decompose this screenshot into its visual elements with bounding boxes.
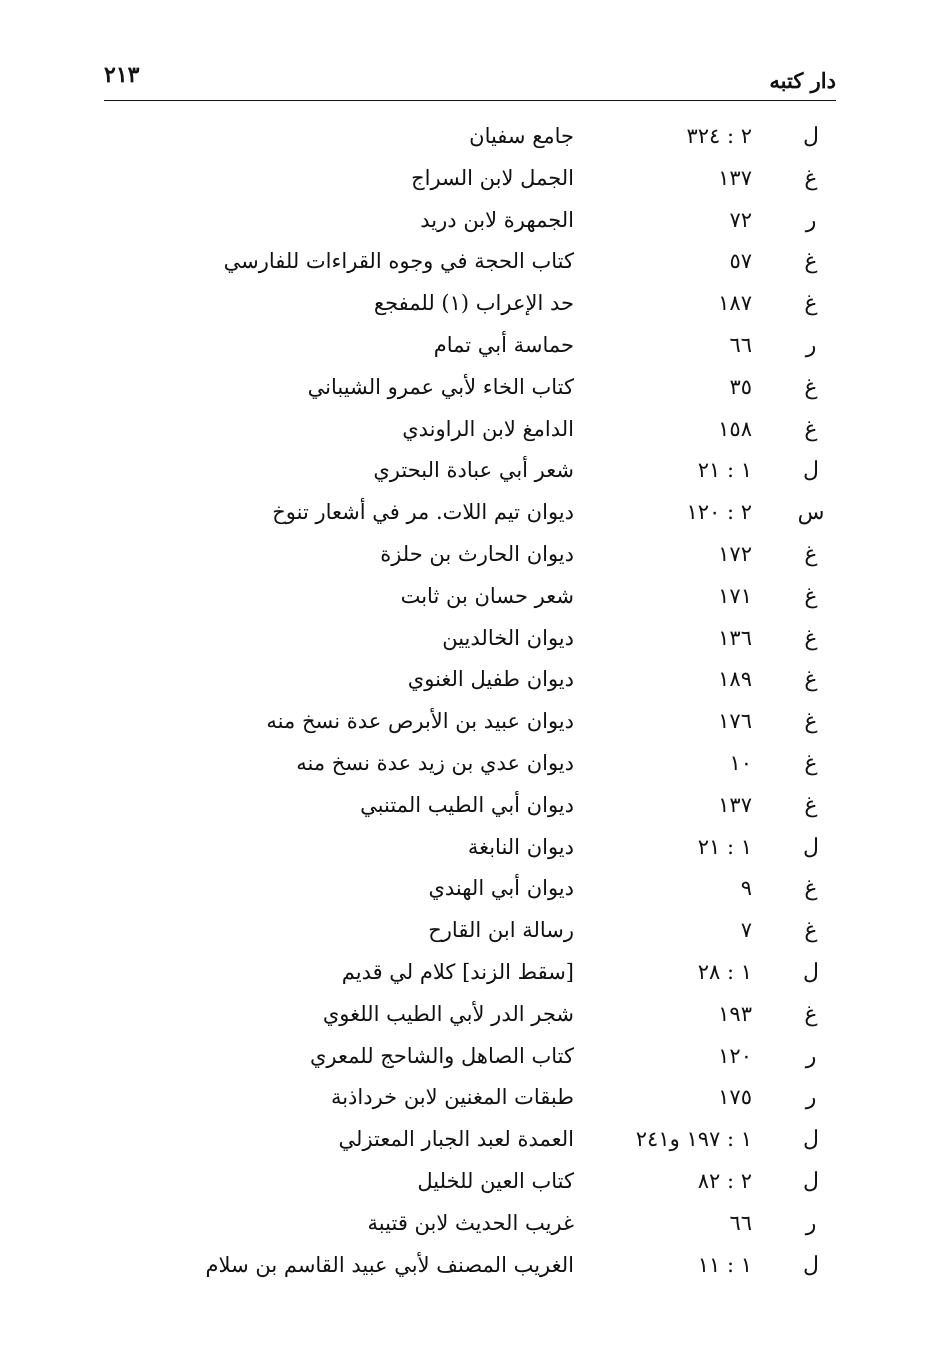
- book-entry: [104, 705, 836, 747]
- reference-number: ٥٧: [729, 249, 752, 274]
- book-entry: [104, 538, 836, 580]
- book-title: العمدة لعبد الجبار المعتزلي: [338, 1127, 574, 1152]
- book-entry: [104, 747, 836, 789]
- book-list: [104, 120, 836, 1290]
- reference-number: ١٧٥: [718, 1085, 752, 1110]
- source-code: غ: [804, 541, 818, 567]
- book-title: حد الإعراب (١) للمفجع: [373, 291, 574, 316]
- book-title: ديوان عدي بن زيد عدة نسخ منه: [296, 750, 574, 775]
- source-code: غ: [804, 750, 818, 776]
- book-entry: [104, 329, 836, 371]
- source-code: ر: [805, 332, 817, 358]
- book-title: ديوان أبي الهندي: [428, 876, 574, 901]
- book-entry: [104, 914, 836, 956]
- source-code: ل: [803, 834, 819, 860]
- source-code: س: [797, 500, 825, 526]
- source-code: ر: [805, 1043, 817, 1069]
- book-title: ديوان أبي الطيب المتنبي: [360, 792, 574, 817]
- book-title: ديوان الحارث بن حلزة: [380, 541, 574, 566]
- book-title: [سقط الزند] كلام لي قديم: [341, 959, 574, 984]
- book-entry: [104, 120, 836, 162]
- book-entry: [104, 1249, 836, 1291]
- source-code: غ: [804, 918, 818, 944]
- book-entry: [104, 496, 836, 538]
- reference-number: ٦٦: [729, 332, 752, 357]
- book-title: طبقات المغنين لابن خرداذبة: [330, 1085, 574, 1110]
- book-title: ديوان عبيد بن الأبرص عدة نسخ منه: [266, 709, 574, 734]
- book-title: ديوان النابغة: [467, 834, 574, 859]
- book-entry: [104, 663, 836, 705]
- source-code: ل: [803, 1252, 819, 1278]
- book-title: شجر الدر لأبي الطيب اللغوي: [322, 1001, 574, 1026]
- source-code: ر: [805, 1085, 817, 1111]
- running-title: دار كتبه: [769, 68, 836, 93]
- book-entry: [104, 1165, 836, 1207]
- reference-number: ١ : ١٩٧ و٢٤١: [635, 1127, 752, 1152]
- reference-number: ٣٥: [729, 374, 752, 399]
- reference-number: ١ : ١١: [697, 1252, 752, 1277]
- reference-number: ١٧١: [718, 583, 752, 608]
- book-entry: [104, 162, 836, 204]
- book-entry: [104, 1123, 836, 1165]
- book-entry: [104, 204, 836, 246]
- source-code: ر: [805, 1210, 817, 1236]
- book-entry: [104, 1040, 836, 1082]
- book-title: الغريب المصنف لأبي عبيد القاسم بن سلام: [205, 1252, 574, 1277]
- book-entry: [104, 831, 836, 873]
- source-code: ل: [803, 959, 819, 985]
- reference-number: ٦٦: [729, 1210, 752, 1235]
- page-header: [104, 62, 836, 101]
- reference-number: ١٠: [729, 750, 752, 775]
- source-code: غ: [804, 374, 818, 400]
- source-code: ل: [803, 1127, 819, 1153]
- book-entry: [104, 998, 836, 1040]
- book-entry: [104, 956, 836, 998]
- book-entry: [104, 580, 836, 622]
- reference-number: ١٣٧: [718, 792, 752, 817]
- reference-number: ٢ : ٨٢: [697, 1168, 752, 1193]
- reference-number: ١ : ٢١: [697, 834, 752, 859]
- book-entry: [104, 872, 836, 914]
- reference-number: ١٥٨: [718, 416, 752, 441]
- source-code: غ: [804, 583, 818, 609]
- source-code: غ: [804, 249, 818, 275]
- reference-number: ١٨٧: [718, 291, 752, 316]
- book-title: شعر أبي عبادة البحتري: [373, 458, 574, 483]
- source-code: غ: [804, 165, 818, 191]
- source-code: غ: [804, 709, 818, 735]
- reference-number: ٧٢: [729, 207, 752, 232]
- reference-number: ١٨٩: [718, 667, 752, 692]
- book-title: ديوان طفيل الغنوي: [407, 667, 574, 692]
- source-code: ل: [803, 124, 819, 149]
- reference-number: ١٢٠: [718, 1043, 752, 1068]
- book-title: ديوان الخالديين: [442, 625, 574, 650]
- book-entry: [104, 789, 836, 831]
- source-code: غ: [804, 291, 818, 317]
- book-title: الدامغ لابن الراوندي: [402, 416, 574, 441]
- book-title: كتاب الحجة في وجوه القراءات للفارسي: [223, 249, 574, 274]
- reference-number: ١٧٦: [718, 709, 752, 734]
- book-entry: [104, 1081, 836, 1123]
- reference-number: ٢ : ١٢٠: [686, 500, 752, 525]
- book-title: جامع سفيان: [469, 124, 574, 148]
- reference-number: ٢ : ٣٢٤: [686, 124, 752, 148]
- reference-number: ١٩٣: [718, 1001, 752, 1026]
- book-title: الجمهرة لابن دريد: [420, 207, 574, 232]
- reference-number: ٧: [740, 918, 752, 943]
- reference-number: ١٧٢: [718, 541, 752, 566]
- source-code: ل: [803, 1168, 819, 1194]
- book-title: الجمل لابن السراج: [411, 165, 574, 190]
- source-code: غ: [804, 667, 818, 693]
- book-entry: [104, 454, 836, 496]
- source-code: غ: [804, 416, 818, 442]
- book-entry: [104, 1207, 836, 1249]
- book-title: حماسة أبي تمام: [433, 332, 574, 357]
- book-title: شعر حسان بن ثابت: [400, 583, 574, 608]
- source-code: غ: [804, 792, 818, 818]
- reference-number: ١ : ٢١: [697, 458, 752, 483]
- reference-number: ١ : ٢٨: [697, 959, 752, 984]
- book-title: كتاب الصاهل والشاحج للمعري: [309, 1043, 574, 1068]
- book-entry: [104, 371, 836, 413]
- book-title: رسالة ابن القارح: [428, 918, 574, 943]
- book-entry: [104, 245, 836, 287]
- page-number: ٢١٣: [104, 62, 140, 88]
- book-title: كتاب العين للخليل: [417, 1168, 574, 1193]
- book-title: ديوان تيم اللات. مر في أشعار تنوخ: [272, 500, 574, 525]
- book-entry: [104, 413, 836, 455]
- source-code: غ: [804, 1001, 818, 1027]
- book-title: كتاب الخاء لأبي عمرو الشيباني: [307, 374, 574, 399]
- book-entry: [104, 287, 836, 329]
- source-code: ر: [805, 207, 817, 233]
- book-title: غريب الحديث لابن قتيبة: [367, 1210, 574, 1235]
- reference-number: ١٣٦: [718, 625, 752, 650]
- source-code: ل: [803, 458, 819, 484]
- reference-number: ١٣٧: [718, 165, 752, 190]
- source-code: غ: [804, 876, 818, 902]
- source-code: غ: [804, 625, 818, 651]
- reference-number: ٩: [740, 876, 752, 901]
- book-entry: [104, 622, 836, 664]
